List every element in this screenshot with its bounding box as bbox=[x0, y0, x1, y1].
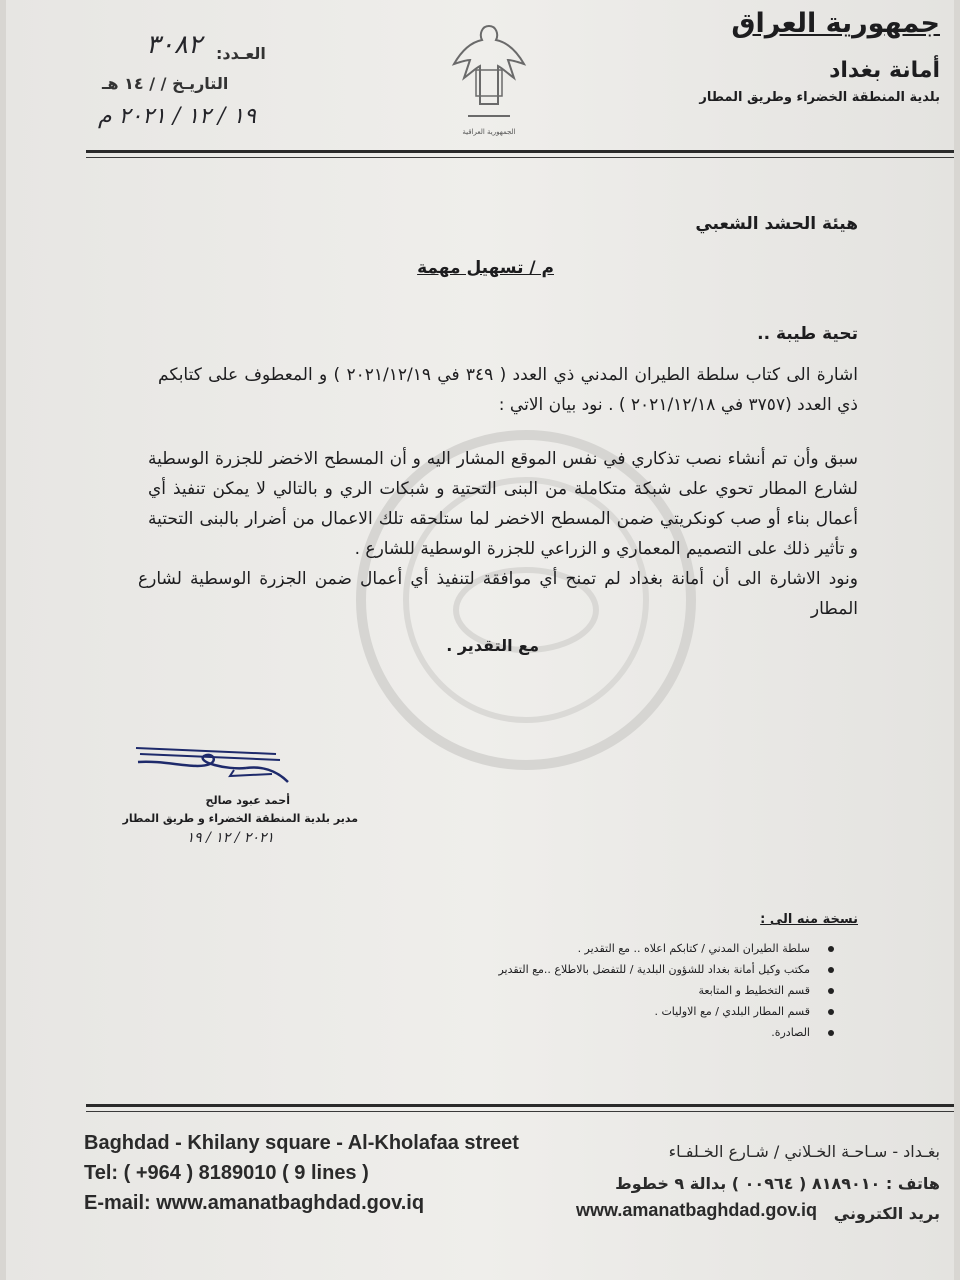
signature-scribble bbox=[126, 740, 296, 790]
letter-page bbox=[6, 0, 954, 1280]
footer-address-en: Baghdad - Khilany square - Al-Kholafaa street bbox=[84, 1132, 519, 1154]
number-value: ٣٠٨٢ bbox=[146, 30, 202, 60]
footer-email-label-ar: بريد الكتروني bbox=[833, 1204, 940, 1223]
footer-email-ar-line: www.amanatbaghdad.gov.iq bbox=[576, 1200, 818, 1220]
bullet-icon bbox=[828, 946, 834, 952]
date-label: التاريـخ / / ١٤ هـ bbox=[102, 74, 229, 93]
footer-phone-ar: هاتف : ٨١٨٩٠١٠ ( ٠٠٩٦٤ ) بدالة ٩ خطوط bbox=[615, 1174, 940, 1193]
footer-email-en: E-mail: www.amanatbaghdad.gov.iq bbox=[84, 1192, 425, 1214]
list-item: سلطة الطيران المدني / كتابكم اعلاه .. مع التقدير . bbox=[498, 938, 834, 959]
signature-date: ٢٠٢١ / ١٢ / ١٩ bbox=[186, 830, 274, 846]
municipality-title: أمانة بغداد bbox=[829, 58, 940, 83]
emblem-caption: الجمهورية العراقية bbox=[462, 128, 516, 136]
subject: م / تسهيل مهمة bbox=[417, 258, 554, 278]
list-item: قسم التخطيط و المتابعة bbox=[498, 980, 834, 1001]
header-rule-thin bbox=[86, 157, 954, 158]
closing: مع التقدير . bbox=[446, 636, 539, 655]
greeting: تحية طيبة .. bbox=[757, 324, 858, 344]
bullet-icon bbox=[828, 1009, 834, 1015]
eagle-emblem-icon bbox=[446, 20, 532, 130]
footer-rule-thin bbox=[86, 1111, 954, 1112]
district-title: بلدية المنطقة الخضراء وطريق المطار bbox=[699, 90, 940, 105]
recipient: هيئة الحشد الشعبي bbox=[695, 214, 858, 234]
number-label: العـدد: bbox=[216, 44, 266, 63]
paragraph-reference: اشارة الى كتاب سلطة الطيران المدني ذي العدد ( ٣٤٩ في ٢٠٢١/١٢/١٩ ) و المعطوف على كتابكم ذي العدد (٣٧٥٧ في ٢٠٢١/١٢/١٨ ) . نود بيان الاتي : bbox=[158, 365, 858, 415]
list-item: الصادرة. bbox=[498, 1022, 834, 1043]
footer-phone-en: Tel: ( +964 ) 8189010 ( 9 lines ) bbox=[84, 1162, 369, 1184]
copies-heading: نسخة منه الى : bbox=[760, 912, 858, 927]
footer-rule bbox=[86, 1104, 954, 1107]
iraq-emblem bbox=[446, 20, 532, 140]
header-rule bbox=[86, 150, 954, 153]
paragraph-note: ونود الاشارة الى أن أمانة بغداد لم تمنح أي موافقة لتنفيذ أي أعمال ضمن الجزرة الوسطية لشارع المطار bbox=[138, 569, 858, 619]
paragraph-details: سبق وأن تم أنشاء نصب تذكاري في نفس الموقع المشار اليه و أن المسطح الاخضر للجزرة الوسطية لشارع المطار تحوي على شبكة متكاملة من البنى التحتية و شبكات الري و بالتالي لا يمكن تنفيذ أي أعمال بناء أو صب كونكريتي ضمن المسطح الاخضر لما ستلحقه تلك الاعمال من أضرار بالبنى التحتية و تأثير ذلك على التصميم المعماري و الزراعي للجزرة الوسطية للشارع . bbox=[148, 449, 858, 559]
bullet-icon bbox=[828, 1030, 834, 1036]
bullet-icon bbox=[828, 967, 834, 973]
date-value: ١٩ / ١٢ / ٢٠٢١ م bbox=[98, 104, 256, 129]
copies-list bbox=[498, 938, 834, 1043]
list-item: قسم المطار البلدي / مع الاوليات . bbox=[498, 1001, 834, 1022]
signatory-name: أحمد عبود صالح bbox=[205, 794, 290, 807]
republic-title: جمهورية العراق bbox=[731, 8, 940, 39]
signatory-title: مدير بلدية المنطقة الخضراء و طريق المطار bbox=[122, 812, 358, 825]
footer-address-ar: بغـداد - سـاحـة الخـلاني / شـارع الخـلفـاء bbox=[668, 1142, 940, 1161]
bullet-icon bbox=[828, 988, 834, 994]
list-item: مكتب وكيل أمانة بغداد للشؤون البلدية / للتفضل بالاطلاع ..مع التقدير bbox=[498, 959, 834, 980]
